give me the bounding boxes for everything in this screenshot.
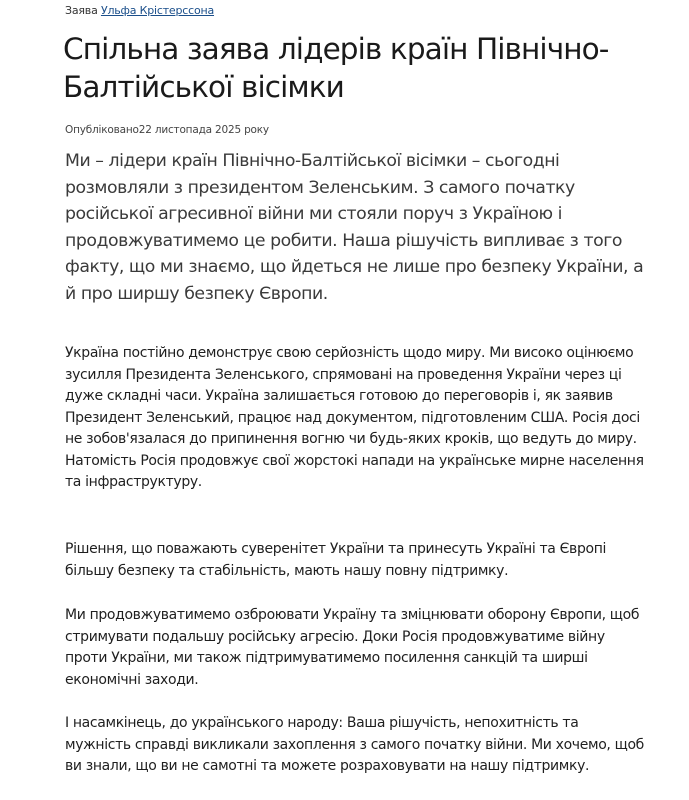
author-link[interactable]: Ульфа Крістерссона [100,4,215,17]
breadcrumb [65,4,214,17]
published-date-value: 22 листопада 2025 року [138,124,269,136]
published-label: Опубліковано [65,124,139,136]
body-paragraph: Україна постійно демонструє свою серйозність щодо миру. Ми високо оцінюємо зусилля Президента Зеленського, спрямовані на проведення України через ці дуже складні часи. Україна залишається готовою до переговорів і, як заявив Президент Зеленський, працює над документом, підготовленим США. Росія досі не зобов'язалася до припинення вогню чи будь-яких кроків, що ведуть до миру. Натомість Росія продовжує свої жорстокі напади на українське мирне населення та інфраструктуру. [65,345,644,490]
page-title: Спільна заява лідерів країн Північно-Балтійської вісімки [63,32,609,104]
breadcrumb-prefix: Заява [65,4,98,17]
lead-paragraph: Ми – лідери країн Північно-Балтійської вісімки – сьогодні розмовляли з президентом Зеленським. З самого початку російської агресивної війни ми стояли поруч з Україною і продовжуватимемо це робити. Наша рішучість випливає з того факту, що ми знаємо, що йдеться не лише про безпеку України, а й про ширшу безпеку Європи. [65,151,644,304]
body-paragraph: Рішення, що поважають суверенітет України та принесуть Україні та Європі більшу безпеку та стабільність, мають нашу повну підтримку. [65,541,607,579]
body-paragraph: І насамкінець, до українського народу: Ваша рішучість, непохитність та мужність справді викликали захоплення з самого початку війни. Ми хочемо, щоб ви знали, що ви не самотні та можете розраховувати на нашу підтримку. [65,715,644,774]
published-date [65,124,269,136]
body-paragraph: Ми продовжуватимемо озброювати Україну та зміцнювати оборону Європи, щоб стримувати подальшу російську агресію. Доки Росія продовжуватиме війну проти України, ми також підтримуватимемо посилення санкцій та ширші економічні заходи. [65,607,640,688]
